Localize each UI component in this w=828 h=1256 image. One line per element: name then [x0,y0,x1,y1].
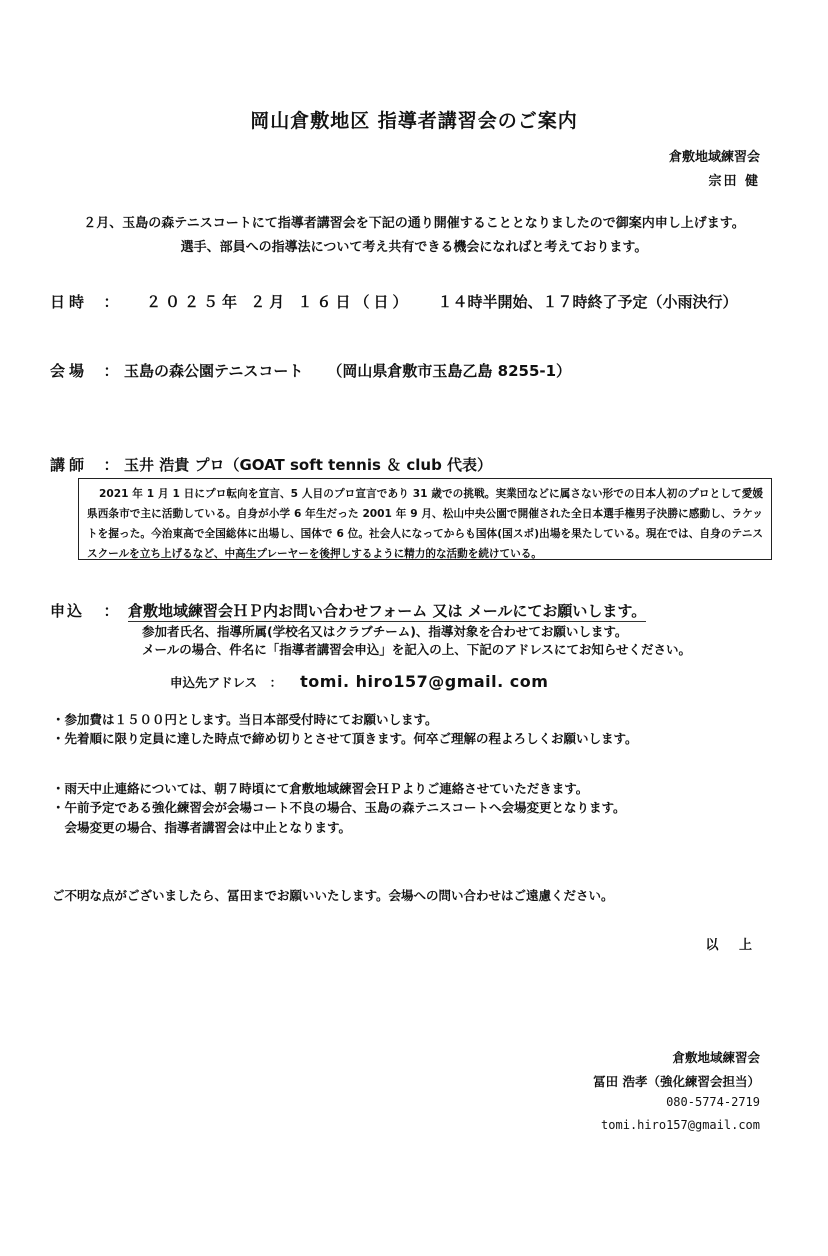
note-cancellation: 会場変更の場合、指導者講習会は中止となります。 [52,820,352,835]
contact-person: 冨田 浩孝（強化練習会担当） [593,1074,760,1089]
date-label: 日時 [50,293,89,311]
intro-line-2: 選手、部員への指導法について考え共有できる機会になればと考えております。 [180,240,648,255]
apply-address-row [170,672,548,691]
instructor-row [50,454,492,475]
sender-name: 宗田 健 [708,174,760,189]
apply-colon: ： [103,602,119,620]
date-value: ２０２５年 ２月 １６日（日） [146,293,412,311]
apply-label: 申込 [50,602,85,620]
note-rain: ・雨天中止連絡については、朝７時頃にて倉敷地域練習会ＨＰよりご連絡させていただきます。 [52,781,589,796]
intro-line-1: ２月、玉島の森テニスコートにて指導者講習会を下記の通り開催することとなりましたので御案内申し上げます。 [83,216,745,231]
instructor-colon: ： [103,456,119,474]
venue-colon: ： [103,362,119,380]
instructor-bio-box [78,478,772,560]
page-title: 岡山倉敷地区 指導者講習会のご案内 [250,110,578,132]
contact-email-link[interactable]: tomi.hiro157@gmail.com [601,1118,760,1132]
venue-name: 玉島の森公園テニスコート [124,362,304,380]
venue-address: （岡山県倉敷市玉島乙島 8255-1） [327,362,572,380]
time-value: １４時半開始、１７時終了予定（小雨決行） [437,293,738,311]
note-fee: ・参加費は１５００円とします。当日本部受付時にてお願いします。 [52,712,438,727]
venue-label: 会場 [50,362,89,380]
contact-phone: 080-5774-2719 [666,1095,760,1109]
apply-detail-1: 参加者氏名、指導所属(学校名又はクラブチーム)、指導対象を合わせてお願いします。 [142,624,628,639]
apply-row [50,600,646,621]
apply-method: 倉敷地域練習会ＨＰ内お問い合わせフォーム 又は メールにてお願いします。 [128,602,647,620]
note-capacity: ・先着順に限り定員に達した時点で締め切りとさせて頂きます。何卒ご理解の程よろしくお願いします。 [52,731,638,746]
date-colon: ： [103,293,119,311]
inquiry-text: ご不明な点がございましたら、冨田までお願いいたします。会場への問い合わせはご遠慮ください。 [52,888,614,903]
instructor-bio: 2021 年 1 月 1 日にプロ転向を宣言、5 人目のプロ宣言であり 31 歳での挑戦。実業団などに属さない形での日本人初のプロとして愛媛県西条市で主に活動している。自身が小学 6 年生だった 2001 年 9 月、松山中央公園で開催された全日本選手権男子決勝に感動し、ラケットを握った。今治東高で全国総体に出場し、国体で 6 位。社会人になってからも国体(国スポ)出場を果たしている。現在では、自身のテニススクールを立ち上げるなど、中高生プレーヤーを後押しするように精力的な活動を続けている。 [87,488,763,560]
venue-row [50,360,571,381]
apply-email-link[interactable]: tomi. hiro157@gmail. com [300,672,549,691]
contact-organization: 倉敷地域練習会 [672,1050,760,1065]
closing-text: 以 上 [705,938,760,953]
apply-detail-2: メールの場合、件名に「指導者講習会申込」を記入の上、下記のアドレスにてお知らせください。 [142,642,692,657]
date-row [50,291,737,312]
instructor-name: 玉井 浩貴 プロ（GOAT soft tennis ＆ club 代表） [124,456,493,474]
apply-address-label: 申込先アドレス ： [170,675,283,690]
sender-organization: 倉敷地域練習会 [668,150,760,165]
note-venue-change: ・午前予定である強化練習会が会場コート不良の場合、玉島の森テニスコートへ会場変更となります。 [52,800,626,815]
instructor-label: 講師 [50,456,89,474]
